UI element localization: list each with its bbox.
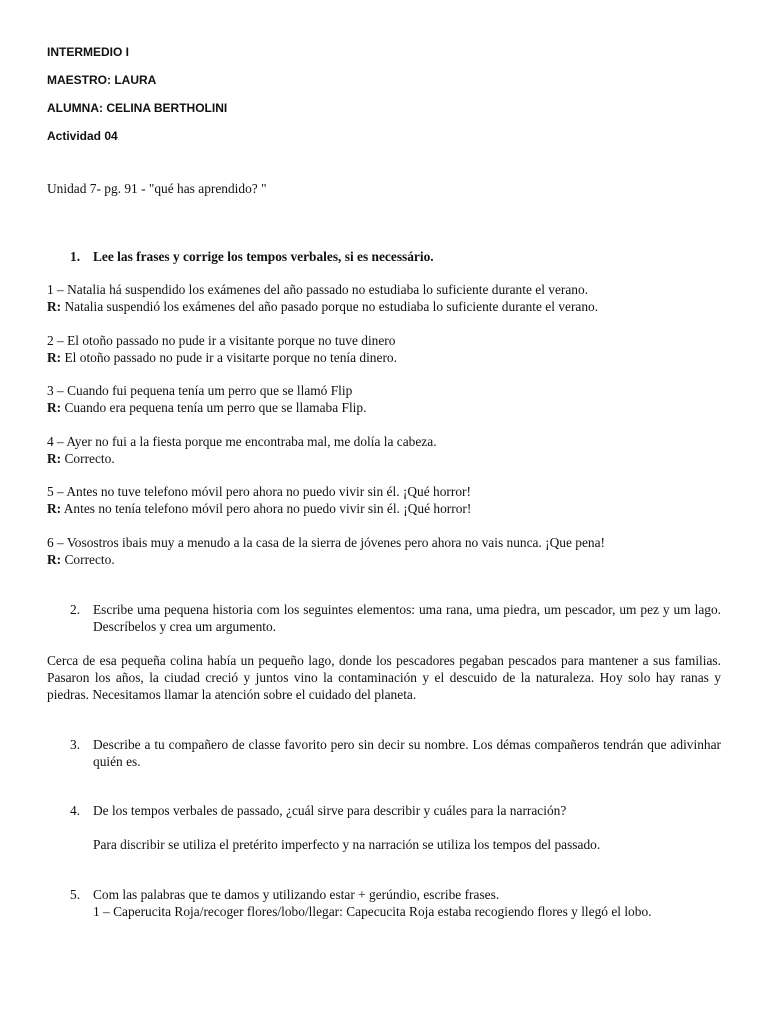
q5-number: 5. (70, 887, 81, 902)
q5-item-1: 1 – Caperucita Roja/recoger flores/lobo/llegar: Capecucita Roja estaba recogiendo flores y llegó el lobo. (93, 904, 652, 919)
q2-prompt: Escribe uma pequena historia com los seguintes elementos: uma rana, uma piedra, um pescador, um pez y um lago. Descríbelos y crea um argumento. (93, 602, 721, 634)
q1-answer-4-text: Correcto. (64, 451, 115, 466)
q1-answer-3-text: Cuando era pequena tenía um perro que se llamaba Flip. (64, 400, 367, 415)
q1-sentence-6: 6 – Vosostros ibais muy a menudo a la casa de la sierra de jóvenes pero ahora no vais nunca. ¡Que pena! (47, 535, 606, 550)
q1-title-text: Lee las frases y corrige los tempos verbales, si es necessário. (93, 249, 434, 264)
q3-prompt: Describe a tu compañero de classe favorito pero sin decir su nombre. Los démas compañeros tendrán que adivinhar quién es. (93, 737, 721, 769)
q4-prompt: De los tempos verbales de passado, ¿cuál sirve para describir y cuáles para la narración? (93, 803, 567, 818)
answer-prefix: R: (47, 400, 62, 415)
q1-sentence-1: 1 – Natalia há suspendido los exámenes del año passado no estudiaba lo suficiente durante el verano. (47, 282, 589, 297)
q1-answer-5-text: Antes no tenía telefono móvil pero ahora no puedo vivir sin él. ¡Qué horror! (63, 501, 472, 516)
q4-answer: Para discribir se utiliza el pretérito imperfecto y na narración se utiliza los tempos del passado. (93, 837, 601, 852)
q1-answer-6-text: Correcto. (64, 552, 115, 567)
q2-number: 2. (70, 602, 81, 617)
q3-number: 3. (70, 737, 81, 752)
q1-sentence-3: 3 – Cuando fui pequena tenía um perro que se llamó Flip (47, 383, 353, 398)
q1-answer-5 (47, 500, 721, 517)
q1-number: 1. (70, 249, 81, 264)
course-level: INTERMEDIO I (47, 45, 130, 59)
teacher-name: MAESTRO: LAURA (47, 73, 157, 87)
q1-answer-6 (47, 551, 721, 568)
answer-prefix: R: (47, 451, 62, 466)
q1-answer-2-text: El otoño passado no pude ir a visitarte porque no tenía dinero. (64, 350, 397, 365)
q1-answer-1-text: Natalia suspendió los exámenes del año pasado porque no estudiaba lo suficiente durante el verano. (64, 299, 599, 314)
q1-answer-4 (47, 450, 721, 467)
q1-sentence-5: 5 – Antes no tuve telefono móvil pero ahora no puedo vivir sin él. ¡Qué horror! (47, 484, 471, 499)
answer-prefix: R: (47, 552, 62, 567)
q5-prompt: Com las palabras que te damos y utilizando estar + gerúndio, escribe frases. (93, 887, 500, 902)
q1-answer-1 (47, 298, 721, 315)
student-name: ALUMNA: CELINA BERTHOLINI (47, 101, 228, 115)
answer-prefix: R: (47, 350, 62, 365)
activity-label: Actividad 04 (47, 129, 118, 143)
answer-prefix: R: (47, 299, 62, 314)
q4-number: 4. (70, 803, 81, 818)
q1-title (93, 248, 721, 265)
q1-answer-2 (47, 349, 721, 366)
q1-sentence-2: 2 – El otoño passado no pude ir a visitante porque no tuve dinero (47, 333, 396, 348)
q2-answer: Cerca de esa pequeña colina había un pequeño lago, donde los pescadores pegaban pescados para mantener a sus familias. Pasaron los años, la ciudad creció y juntos vino la contaminación y el descuido de la naturaleza. Hoy solo hay ranas y piedras. Necesitamos llamar la atención sobre el cuidado del planeta. (47, 653, 721, 702)
q1-answer-3 (47, 399, 721, 416)
q1-sentence-4: 4 – Ayer no fui a la fiesta porque me encontraba mal, me dolía la cabeza. (47, 434, 437, 449)
answer-prefix: R: (47, 501, 62, 516)
unit-line: Unidad 7- pg. 91 - "qué has aprendido? " (47, 181, 267, 196)
